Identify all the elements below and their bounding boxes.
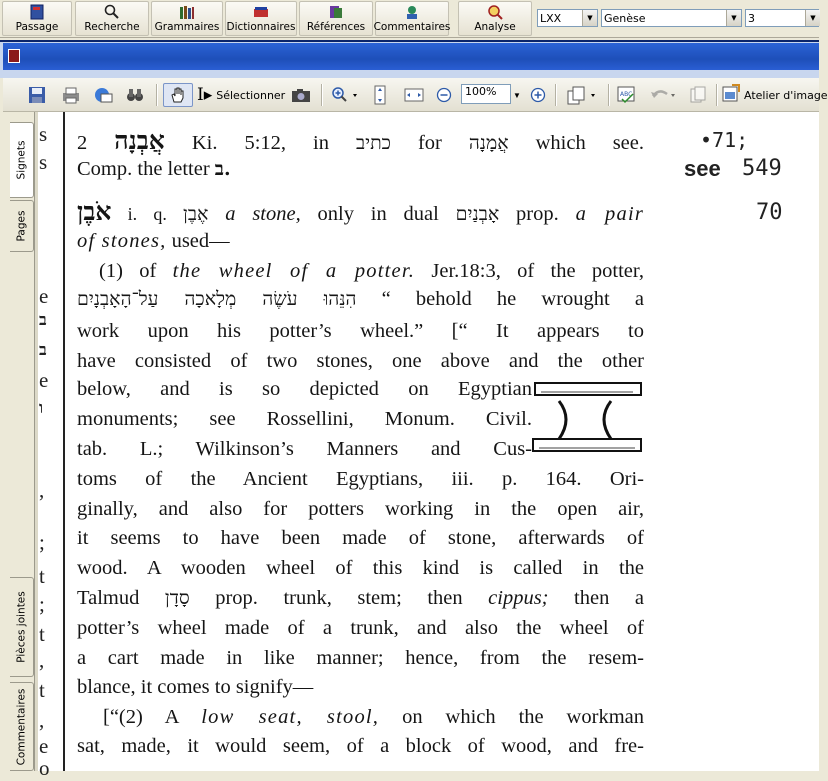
undo-icon[interactable] xyxy=(646,83,680,107)
italic-gloss: a pair xyxy=(575,203,645,225)
search-magnifier-icon xyxy=(103,4,121,20)
window-frame xyxy=(0,70,819,78)
dictionnaires-label: Dictionnaires xyxy=(226,21,296,33)
chevron-down-icon[interactable]: ▼ xyxy=(582,10,597,26)
passage-button[interactable] xyxy=(2,1,72,36)
margin-note: •71; xyxy=(700,128,749,152)
titlebar-gradient xyxy=(3,43,819,70)
text-line xyxy=(77,158,231,181)
gutter-char: ב xyxy=(39,310,47,329)
tab-pages[interactable] xyxy=(10,200,34,252)
italic-gloss: of stones, xyxy=(77,230,167,252)
zoom-in-tool-icon[interactable] xyxy=(328,83,362,107)
gutter-char: ; xyxy=(39,530,45,554)
image-workshop-icon xyxy=(722,84,740,107)
toolbar-separator xyxy=(716,84,718,106)
gutter-char: e xyxy=(39,368,49,392)
analyse-label: Analyse xyxy=(474,21,516,33)
chapter-select[interactable] xyxy=(745,9,819,27)
version-select[interactable] xyxy=(537,9,598,27)
text-line: it seems to have been made of stone, afterwards of xyxy=(77,527,644,549)
gutter-char: t xyxy=(39,622,45,646)
italic-gloss: low seat, stool, xyxy=(201,706,380,728)
gutter-char: , xyxy=(39,478,45,502)
hebrew-word: סָדָן xyxy=(164,587,190,609)
pdf-page-view[interactable] xyxy=(38,112,819,780)
zoom-level-value: 100% xyxy=(465,85,497,98)
text-line: a cart made in like manner; hence, from the resem- xyxy=(77,647,644,669)
left-arc xyxy=(559,401,566,439)
spell-check-icon[interactable] xyxy=(614,83,640,107)
gutter-char: ו xyxy=(39,398,44,417)
text-line xyxy=(77,288,644,311)
text-run: then a xyxy=(548,587,644,609)
column-rule xyxy=(63,112,65,771)
upper-stone xyxy=(535,383,641,395)
right-arc xyxy=(604,401,611,439)
tab-bookmarks-label: Signets xyxy=(15,140,28,180)
grammaires-label: Grammaires xyxy=(154,21,220,33)
book-select[interactable] xyxy=(601,9,742,27)
italic-gloss: the wheel of a potter. xyxy=(172,260,416,282)
text-run: used— xyxy=(166,230,230,252)
book-select-value: Genèse xyxy=(604,11,646,25)
version-select-value: LXX xyxy=(540,11,562,25)
text-run: Jer.18:3, of the potter, xyxy=(415,260,644,282)
commentaires-button[interactable] xyxy=(375,1,449,36)
text-run: on which the workman xyxy=(379,706,644,728)
tab-attachments[interactable] xyxy=(10,577,34,677)
snapshot-camera-icon[interactable] xyxy=(289,83,313,107)
text-line: blance, it comes to signify— xyxy=(77,676,314,698)
text-run: which see. xyxy=(508,132,644,154)
text-line xyxy=(77,126,644,156)
fit-page-icon[interactable] xyxy=(369,83,391,107)
recherche-button[interactable] xyxy=(75,1,149,36)
commentaires-label: Commentaires xyxy=(373,21,451,33)
references-button[interactable] xyxy=(299,1,373,36)
copy-pages-icon[interactable] xyxy=(686,83,710,107)
text-line: potter’s wheel made of a trunk, and also the wheel of xyxy=(77,617,644,639)
book-icon xyxy=(28,4,46,20)
hebrew-word: כתיב xyxy=(355,132,391,154)
tab-bookmarks[interactable] xyxy=(10,122,34,198)
text-run: prop. trunk, stem; then xyxy=(189,587,489,609)
reader-toolbar xyxy=(3,78,828,112)
tab-pages-label: Pages xyxy=(15,210,28,242)
hebrew-headword: אֲבְנָה xyxy=(114,126,165,155)
text-line xyxy=(77,260,644,283)
zoom-dropdown-icon[interactable]: ▼ xyxy=(513,90,521,100)
gutter-char: e xyxy=(39,734,49,758)
italic-gloss: a stone, xyxy=(208,203,301,225)
text-line: below, and is so depicted on Egyptian xyxy=(77,378,532,400)
select-tool-label: Sélectionner xyxy=(216,88,286,102)
dictionnaires-button[interactable] xyxy=(225,1,297,36)
hand-tool-icon[interactable] xyxy=(163,83,193,107)
gutter-char: t xyxy=(39,678,45,702)
references-icon xyxy=(327,4,345,20)
tab-comments[interactable] xyxy=(10,682,34,771)
binoculars-icon[interactable] xyxy=(122,83,148,107)
grammaires-button[interactable] xyxy=(151,1,223,36)
text-line xyxy=(77,587,644,610)
gutter-char: s xyxy=(39,150,48,174)
gutter-char: e xyxy=(39,284,49,308)
gutter-char: o xyxy=(39,756,50,780)
hebrew-quote: הִנֵּהוּ עֹשֶׂה מְלָאכָה עַל־הָאָבְנָיִם xyxy=(77,288,357,310)
lower-stone xyxy=(533,439,641,451)
text-line xyxy=(77,197,644,227)
tab-attachments-label: Pièces jointes xyxy=(15,591,28,663)
text-run: “ behold he wrought a xyxy=(356,288,645,310)
text-run: Talmud xyxy=(77,587,165,609)
text-run: (1) of xyxy=(99,260,173,282)
toolbar-separator xyxy=(321,84,323,106)
gutter-char: , xyxy=(39,648,45,672)
print-icon[interactable] xyxy=(58,83,84,107)
dictionary-icon xyxy=(252,4,270,20)
text-line xyxy=(77,230,230,253)
text-line: ginally, and also for potters working in the open air, xyxy=(77,498,644,520)
gutter-char: t xyxy=(39,564,45,588)
hebrew-word: אֶבֶן xyxy=(183,203,209,225)
margin-note: 549 xyxy=(742,156,782,181)
text-run: only in dual xyxy=(300,203,456,225)
text-line: toms of the Ancient Egyptians, iii. p. 164. Ori- xyxy=(77,468,644,490)
pdf-document-icon xyxy=(8,49,20,63)
zoom-level-input[interactable] xyxy=(461,84,511,104)
margin-note: see xyxy=(684,156,721,181)
references-label: Références xyxy=(306,21,366,33)
image-workshop-label: Atelier d'image xyxy=(744,88,828,102)
text-run: prop. xyxy=(499,203,576,225)
books-icon xyxy=(178,4,196,20)
potters-wheel-illustration xyxy=(533,379,645,454)
gutter-char: s xyxy=(39,122,48,146)
text-line: sat, made, it would seem, of a block of wood, and fre- xyxy=(77,735,644,757)
chevron-down-icon[interactable]: ▼ xyxy=(805,10,820,26)
gutter-char: ב xyxy=(39,340,47,359)
text-cursor-icon: I▸ xyxy=(197,85,213,105)
chevron-down-icon[interactable]: ▼ xyxy=(726,10,741,26)
fit-width-icon[interactable] xyxy=(401,83,427,107)
margin-annotations xyxy=(678,112,818,312)
text-run: for xyxy=(390,132,469,154)
hebrew-word: אֲמָנָה xyxy=(468,132,509,154)
text-line: work upon his potter’s wheel.” [“ It appears to xyxy=(77,320,644,342)
gutter-char: ; xyxy=(39,592,45,616)
analysis-icon xyxy=(486,4,504,20)
zoom-out-icon[interactable] xyxy=(433,83,455,107)
recherche-label: Recherche xyxy=(84,21,140,33)
image-workshop-button[interactable] xyxy=(722,83,828,107)
toolbar-separator xyxy=(555,84,557,106)
text-line: wood. A wooden wheel of this kind is called in the xyxy=(77,557,644,579)
navigation-panel xyxy=(0,112,38,771)
commentaries-icon xyxy=(403,4,421,20)
document-window-titlebar xyxy=(0,40,819,70)
text-run: [“(2) A xyxy=(103,706,202,728)
hebrew-word: אָבְנַיִם xyxy=(455,203,500,225)
select-text-tool[interactable] xyxy=(197,83,287,107)
toolbar-separator xyxy=(608,84,610,106)
text-run: 2 Ki. 5:12, in xyxy=(77,132,356,154)
text-run: Comp. the letter xyxy=(77,158,215,180)
email-globe-icon[interactable] xyxy=(90,83,116,107)
analyse-button[interactable] xyxy=(458,1,532,36)
save-icon[interactable] xyxy=(25,83,49,107)
gutter-char: , xyxy=(39,708,45,732)
hebrew-letter: ב. xyxy=(214,158,231,180)
italic-gloss: cippus; xyxy=(488,587,549,609)
text-line: monuments; see Rossellini, Monum. Civil. xyxy=(77,408,532,430)
text-line: tab. L.; Wilkinson’s Manners and Cus- xyxy=(77,438,532,460)
text-run: i. q. xyxy=(111,204,184,224)
toolbar-separator xyxy=(156,84,158,106)
hebrew-headword: אֹבֶן xyxy=(77,197,112,226)
app-toolbar xyxy=(0,0,819,38)
tab-comments-label: Commentaires xyxy=(15,688,28,765)
rotate-pages-icon[interactable] xyxy=(562,83,602,107)
chapter-select-value: 3 xyxy=(748,11,755,25)
svg-text:ABC: ABC xyxy=(620,91,633,98)
zoom-in-icon[interactable] xyxy=(527,83,549,107)
previous-column-edge xyxy=(38,112,62,780)
passage-label: Passage xyxy=(15,21,59,33)
text-line xyxy=(77,706,644,729)
text-line: have consisted of two stones, one above and the other xyxy=(77,350,644,372)
margin-note: 70 xyxy=(756,200,783,225)
